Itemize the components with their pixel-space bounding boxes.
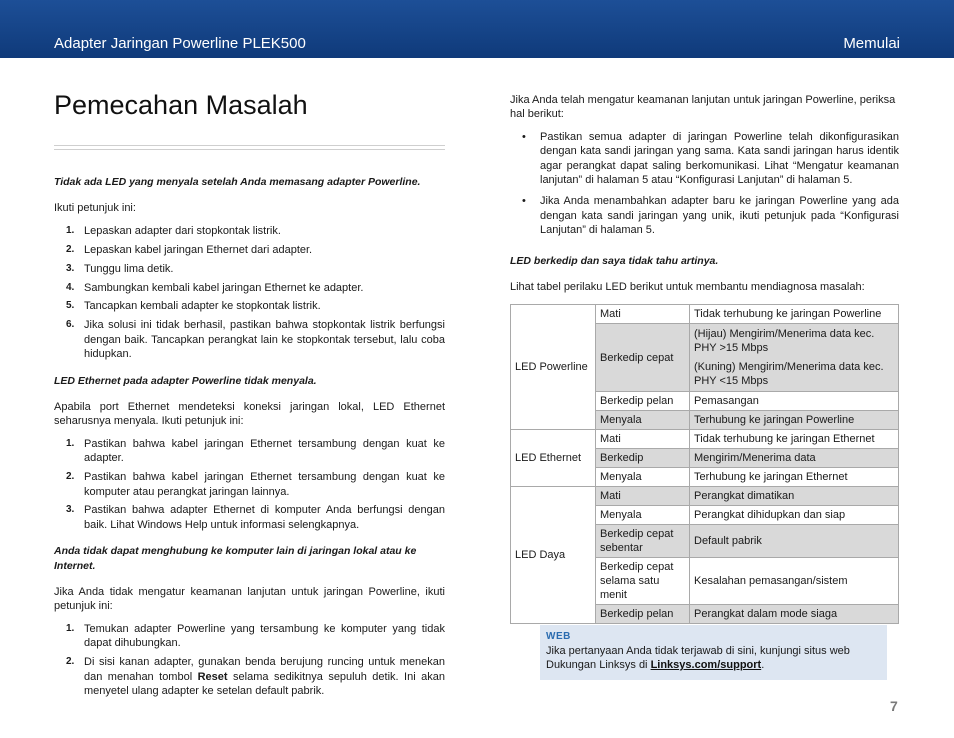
list-item [54, 622, 445, 651]
step-text: Pastikan bahwa kabel jaringan Ethernet tersambung dengan kuat ke komputer atau perangkat jaringan lainnya. [84, 471, 445, 498]
step-number: 6. [66, 319, 75, 331]
led-state: Mati [596, 430, 690, 449]
step-text: Temukan adapter Powerline yang tersambung ke komputer yang tidak dapat dihubungkan. [84, 622, 445, 650]
section-heading-no-led: Tidak ada LED yang menyala setelah Anda memasang adapter Powerline. [54, 176, 421, 188]
led-state: Menyala [596, 506, 690, 525]
led-description-amber: (Kuning) Mengirim/Menerima data kec. PHY <15 Mbps [694, 361, 884, 388]
steps-list-connection [54, 622, 445, 699]
step-text: Di sisi kanan adapter, gunakan benda berujung runcing untuk menekan dan menahan tombol [84, 656, 445, 683]
list-item [54, 243, 445, 257]
page-title: Pemecahan Masalah [54, 90, 308, 120]
step-text: Pastikan bahwa kabel jaringan Ethernet tersambung dengan kuat ke adapter. [84, 437, 445, 465]
title-divider-secondary [54, 149, 445, 150]
list-item [510, 130, 899, 188]
led-state: Menyala [596, 411, 690, 430]
paragraph: Jika Anda tidak mengatur keamanan lanjutan untuk jaringan Powerline, ikuti petunjuk ini: [54, 586, 445, 613]
table-row [511, 305, 899, 324]
list-item [54, 262, 445, 276]
led-description [690, 324, 899, 392]
led-description: Perangkat dihidupkan dan siap [690, 506, 899, 525]
list-item [54, 318, 445, 361]
document-title: Adapter Jaringan Powerline PLEK500 [54, 35, 306, 52]
led-group-ethernet: LED Ethernet [511, 430, 596, 487]
step-number: 3. [66, 262, 75, 274]
led-state: Berkedip pelan [596, 392, 690, 411]
paragraph: Jika Anda telah mengatur keamanan lanjutan untuk jaringan Powerline, periksa hal berikut: [510, 94, 896, 121]
step-text: Pastikan bahwa adapter Ethernet di komputer Anda berfungsi dengan baik. Lihat Windows Help untuk informasi selengkapnya. [84, 504, 445, 531]
bullet-icon: • [522, 195, 526, 208]
step-text: selama sedikitnya sepuluh detik. Ini akan menyetel ulang adapter ke setelan default pabrik. [84, 670, 445, 697]
step-text: Sambungkan kembali kabel jaringan Ethernet ke adapter. [84, 281, 364, 294]
led-state: Mati [596, 305, 690, 324]
led-state: Berkedip cepat [596, 324, 690, 392]
section-heading-led-blink: LED berkedip dan saya tidak tahu artinya. [510, 254, 719, 267]
page-number: 7 [890, 698, 898, 714]
led-state: Menyala [596, 468, 690, 487]
step-text: Tancapkan kembali adapter ke stopkontak listrik. [84, 300, 321, 313]
led-description: Terhubung ke jaringan Powerline [690, 411, 899, 430]
list-item [54, 655, 445, 698]
step-text: Tunggu lima detik. [84, 262, 174, 275]
led-description: Terhubung ke jaringan Ethernet [690, 468, 899, 487]
step-text: Lepaskan kabel jaringan Ethernet dari adapter. [84, 243, 313, 256]
led-description: Mengirim/Menerima data [690, 449, 899, 468]
paragraph: Ikuti petunjuk ini: [54, 202, 136, 215]
paragraph: Apabila port Ethernet mendeteksi koneksi jaringan lokal, LED Ethernet seharusnya menyala. Ikuti petunjuk ini: [54, 400, 445, 428]
led-description: Kesalahan pemasangan/sistem [690, 558, 899, 605]
step-number: 2. [66, 471, 75, 483]
bullet-list-security [510, 130, 899, 238]
step-number: 2. [66, 656, 75, 668]
web-label: WEB [546, 631, 571, 642]
web-text-body: Jika pertanyaan Anda tidak terjawab di sini, kunjungi situs web Dukungan Linksys di [546, 645, 850, 671]
led-description: Perangkat dalam mode siaga [690, 605, 899, 624]
section-title: Memulai [843, 35, 900, 52]
header-bar [0, 0, 954, 58]
step-number: 5. [66, 300, 75, 312]
bullet-icon: • [522, 130, 526, 143]
led-description: Tidak terhubung ke jaringan Powerline [690, 305, 899, 324]
led-state: Berkedip cepat selama satu menit [596, 558, 690, 605]
step-number: 1. [66, 622, 75, 634]
step-text: Lepaskan adapter dari stopkontak listrik. [84, 224, 281, 237]
list-item [54, 224, 445, 238]
web-text-end: . [761, 659, 765, 671]
led-group-power: LED Daya [511, 487, 596, 624]
led-state: Berkedip cepat sebentar [596, 525, 690, 558]
left-column [54, 175, 445, 710]
led-state: Berkedip pelan [596, 605, 690, 624]
bullet-text: Jika Anda menambahkan adapter baru ke jaringan Powerline yang ada dengan kata sandi jaringan yang unik, ikuti petunjuk pada “Konfigurasi Lanjutan” di halaman 5. [540, 195, 899, 237]
title-divider [54, 145, 445, 146]
step-number: 3. [66, 504, 75, 516]
led-state: Berkedip [596, 449, 690, 468]
step-number: 4. [66, 281, 75, 293]
steps-list-ethernet [54, 437, 445, 532]
led-description: Default pabrik [690, 525, 899, 558]
led-description: Perangkat dimatikan [690, 487, 899, 506]
led-group-powerline: LED Powerline [511, 305, 596, 430]
led-state: Mati [596, 487, 690, 506]
table-row [511, 430, 899, 449]
list-item [54, 437, 445, 466]
list-item [54, 503, 445, 532]
step-number: 1. [66, 224, 75, 236]
list-item [54, 281, 445, 295]
support-link[interactable]: Linksys.com/support [650, 659, 762, 671]
step-number: 2. [66, 243, 75, 255]
web-text [546, 644, 881, 672]
led-description: Pemasangan [690, 392, 899, 411]
led-description: Tidak terhubung ke jaringan Ethernet [690, 430, 899, 449]
bullet-text: Pastikan semua adapter di jaringan Powerline telah dikonfigurasikan dengan kata sandi jaringan yang sama. Kata sandi jaringan harus identik agar perangkat dapat saling berkomunikasi. Lihat “Mengatur keamanan lanjutan” di halaman 5 atau “Konfigurasi Lanjutan” di halaman 5. [540, 130, 899, 187]
led-behavior-table [510, 304, 899, 624]
led-description-green: (Hijau) Mengirim/Menerima data kec. PHY >15 Mbps [694, 328, 875, 355]
section-heading-ethernet-led: LED Ethernet pada adapter Powerline tidak menyala. [54, 374, 317, 387]
table-row [511, 487, 899, 506]
step-number: 1. [66, 437, 75, 449]
section-heading-connection: Anda tidak dapat menghubung ke komputer lain di jaringan lokal atau ke Internet. [54, 545, 417, 572]
paragraph: Lihat tabel perilaku LED berikut untuk membantu mendiagnosa masalah: [510, 281, 865, 294]
web-info-box [540, 625, 887, 680]
list-item [54, 299, 445, 313]
steps-list-no-led [54, 224, 445, 362]
step-text: Jika solusi ini tidak berhasil, pastikan bahwa stopkontak listrik berfungsi dengan baik. Tancapkan perangkat lain ke stopkontak tersebut, lalu coba hidupkan. [84, 319, 445, 361]
right-column [510, 93, 899, 624]
list-item [510, 194, 899, 237]
list-item [54, 470, 445, 499]
reset-label: Reset [197, 670, 228, 683]
